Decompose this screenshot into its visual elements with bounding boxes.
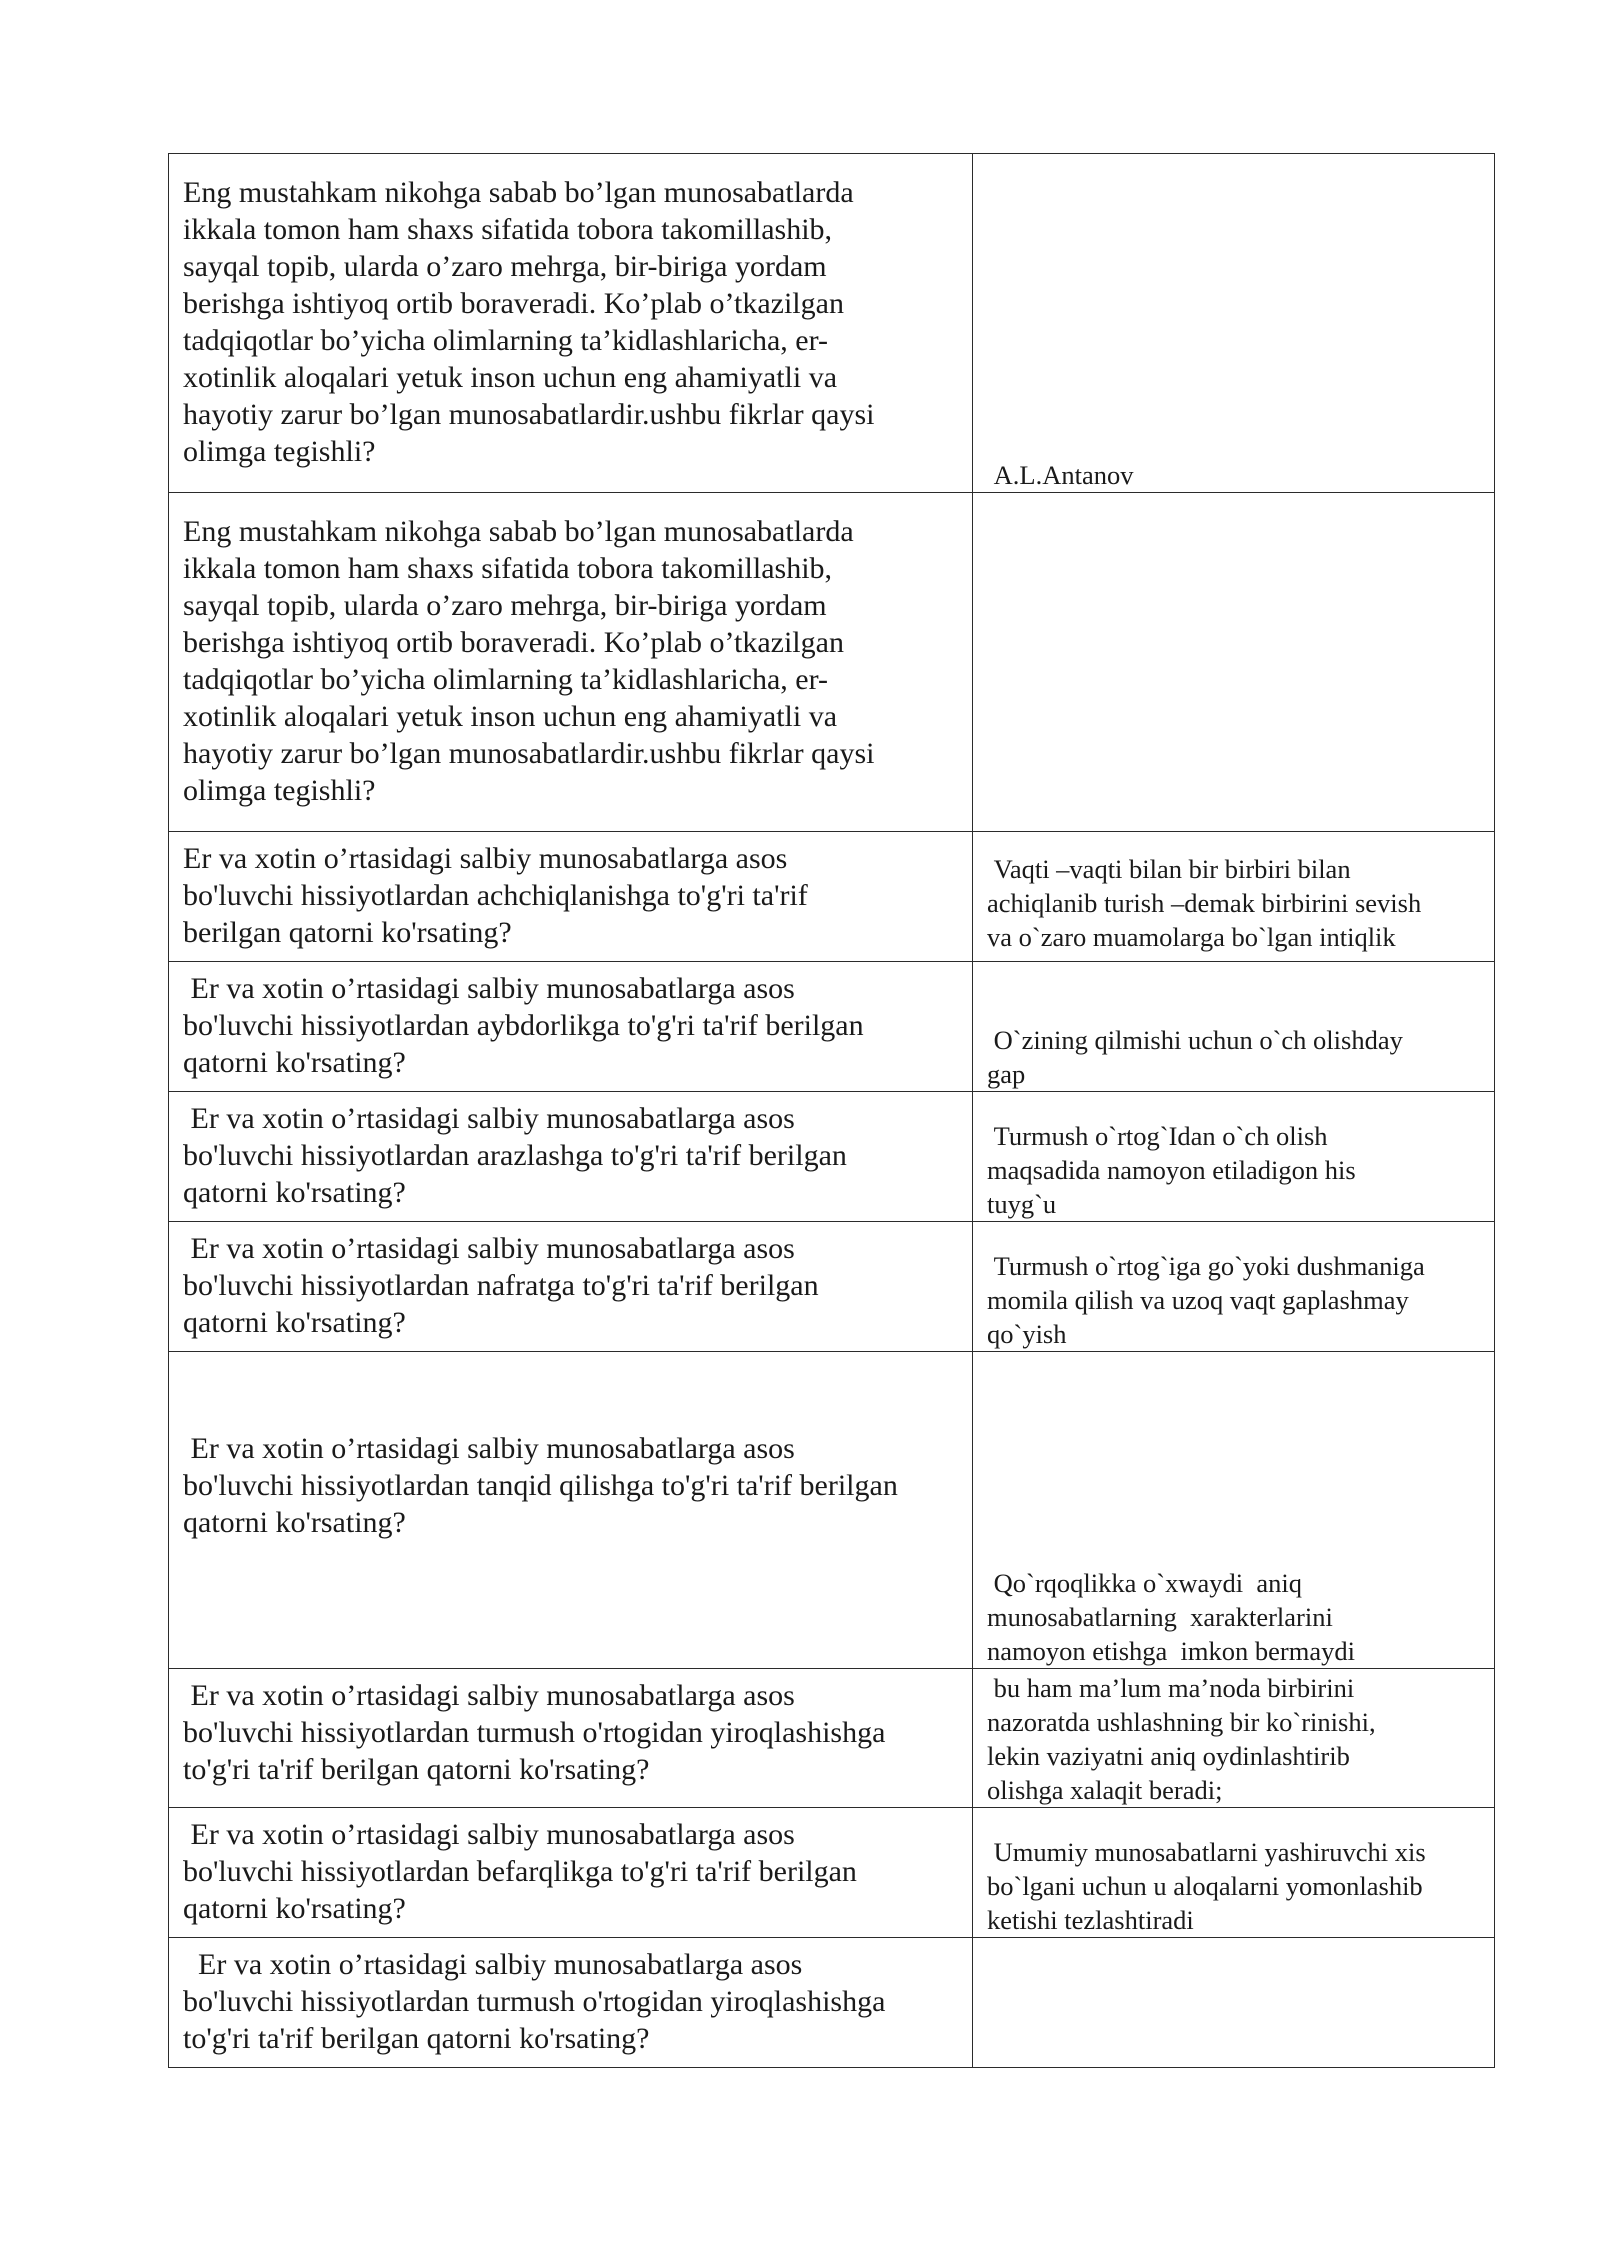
answer-cell bbox=[973, 1938, 1495, 2068]
table-row bbox=[169, 832, 1495, 962]
answer-cell bbox=[973, 1669, 1495, 1808]
table-row bbox=[169, 1669, 1495, 1808]
answer-text: Turmush o`rtog`Idan o`ch olish maqsadida namoyon etiladigon his tuyg`u bbox=[987, 1121, 1356, 1219]
answer-text: A.L.Antanov bbox=[987, 460, 1134, 490]
table-row bbox=[169, 962, 1495, 1092]
question-cell bbox=[169, 962, 973, 1092]
question-text: Er va xotin o’rtasidagi salbiy munosabatlarga asos bo'luvchi hissiyotlardan tanqid qilishga to'g'ri ta'rif berilgan qatorni ko'rsating? bbox=[183, 1431, 898, 1539]
question-text: Er va xotin o’rtasidagi salbiy munosabatlarga asos bo'luvchi hissiyotlardan aybdorlikga to'g'ri ta'rif berilgan qatorni ko'rsating? bbox=[183, 972, 864, 1079]
question-text: Er va xotin o’rtasidagi salbiy munosabatlarga asos bo'luvchi hissiyotlardan achchiqlanishga to'g'ri ta'rif berilgan qatorni ko'rsating? bbox=[183, 842, 808, 949]
table-row bbox=[169, 1352, 1495, 1669]
question-cell bbox=[169, 1808, 973, 1938]
table-row bbox=[169, 154, 1495, 493]
question-text: Er va xotin o’rtasidagi salbiy munosabatlarga asos bo'luvchi hissiyotlardan turmush o'rtogidan yiroqlashishga to'g'ri ta'rif berilgan qatorni ko'rsating? bbox=[183, 1679, 886, 1786]
question-cell bbox=[169, 1222, 973, 1352]
table-row bbox=[169, 1808, 1495, 1938]
question-cell bbox=[169, 493, 973, 832]
question-text: Er va xotin o’rtasidagi salbiy munosabatlarga asos bo'luvchi hissiyotlardan befarqlikga to'g'ri ta'rif berilgan qatorni ko'rsating? bbox=[183, 1818, 857, 1925]
answer-text: Umumiy munosabatlarni yashiruvchi xis bo`lgani uchun u aloqalarni yomonlashib ketishi tezlashtiradi bbox=[987, 1837, 1426, 1935]
question-cell bbox=[169, 1938, 973, 2068]
question-answer-table bbox=[168, 153, 1495, 2068]
question-text: Er va xotin o’rtasidagi salbiy munosabatlarga asos bo'luvchi hissiyotlardan nafratga to'g'ri ta'rif berilgan qatorni ko'rsating? bbox=[183, 1232, 819, 1339]
table-row bbox=[169, 1092, 1495, 1222]
answer-text: Turmush o`rtog`iga go`yoki dushmaniga momila qilish va uzoq vaqt gaplashmay qo`yish bbox=[987, 1251, 1425, 1349]
answer-text: Vaqti –vaqti bilan bir birbiri bilan achiqlanib turish –demak birbirini sevish va o`zaro muamolarga bo`lgan intiqlik bbox=[987, 854, 1422, 952]
answer-cell bbox=[973, 962, 1495, 1092]
table-row bbox=[169, 1938, 1495, 2068]
answer-text: bu ham ma’lum ma’noda birbirini nazoratda ushlashning bir ko`rinishi, lekin vaziyatni aniq oydinlashtirib olishga xalaqit beradi; bbox=[987, 1673, 1376, 1805]
question-cell bbox=[169, 832, 973, 962]
answer-text: Qo`rqoqlikka o`xwaydi aniq munosabatlarning xarakterlarini namoyon etishga imkon bermaydi bbox=[987, 1568, 1355, 1666]
answer-cell bbox=[973, 1222, 1495, 1352]
answer-text: O`zining qilmishi uchun o`ch olishday gap bbox=[987, 1025, 1403, 1089]
answer-cell bbox=[973, 1092, 1495, 1222]
question-text: Er va xotin o’rtasidagi salbiy munosabatlarga asos bo'luvchi hissiyotlardan arazlashga to'g'ri ta'rif berilgan qatorni ko'rsating? bbox=[183, 1102, 847, 1209]
answer-cell bbox=[973, 154, 1495, 493]
answer-cell bbox=[973, 832, 1495, 962]
question-cell bbox=[169, 1352, 973, 1669]
table-row bbox=[169, 493, 1495, 832]
question-text: Eng mustahkam nikohga sabab bo’lgan munosabatlarda ikkala tomon ham shaxs sifatida tobora takomillashib, sayqal topib, ularda o’zaro mehrga, bir-biriga yordam berishga ishtiyoq ortib boraveradi. Ko’plab o’tkazilgan tadqiqotlar bo’yicha olimlarning ta’kidlashlaricha, er- xotinlik aloqalari yetuk inson uchun eng ahamiyatli va hayotiy zarur bo’lgan munosabatlardir.ushbu fikrlar qaysi olimga tegishli? bbox=[183, 515, 875, 807]
table-row bbox=[169, 1222, 1495, 1352]
question-text: Eng mustahkam nikohga sabab bo’lgan munosabatlarda ikkala tomon ham shaxs sifatida tobora takomillashib, sayqal topib, ularda o’zaro mehrga, bir-biriga yordam berishga ishtiyoq ortib boraveradi. Ko’plab o’tkazilgan tadqiqotlar bo’yicha olimlarning ta’kidlashlaricha, er- xotinlik aloqalari yetuk inson uchun eng ahamiyatli va hayotiy zarur bo’lgan munosabatlardir.ushbu fikrlar qaysi olimga tegishli? bbox=[183, 176, 875, 468]
question-cell bbox=[169, 1092, 973, 1222]
question-text: Er va xotin o’rtasidagi salbiy munosabatlarga asos bo'luvchi hissiyotlardan turmush o'rtogidan yiroqlashishga to'g'ri ta'rif berilgan qatorni ko'rsating? bbox=[183, 1948, 886, 2055]
question-cell bbox=[169, 1669, 973, 1808]
question-cell bbox=[169, 154, 973, 493]
answer-cell bbox=[973, 493, 1495, 832]
answer-cell bbox=[973, 1352, 1495, 1669]
answer-cell bbox=[973, 1808, 1495, 1938]
